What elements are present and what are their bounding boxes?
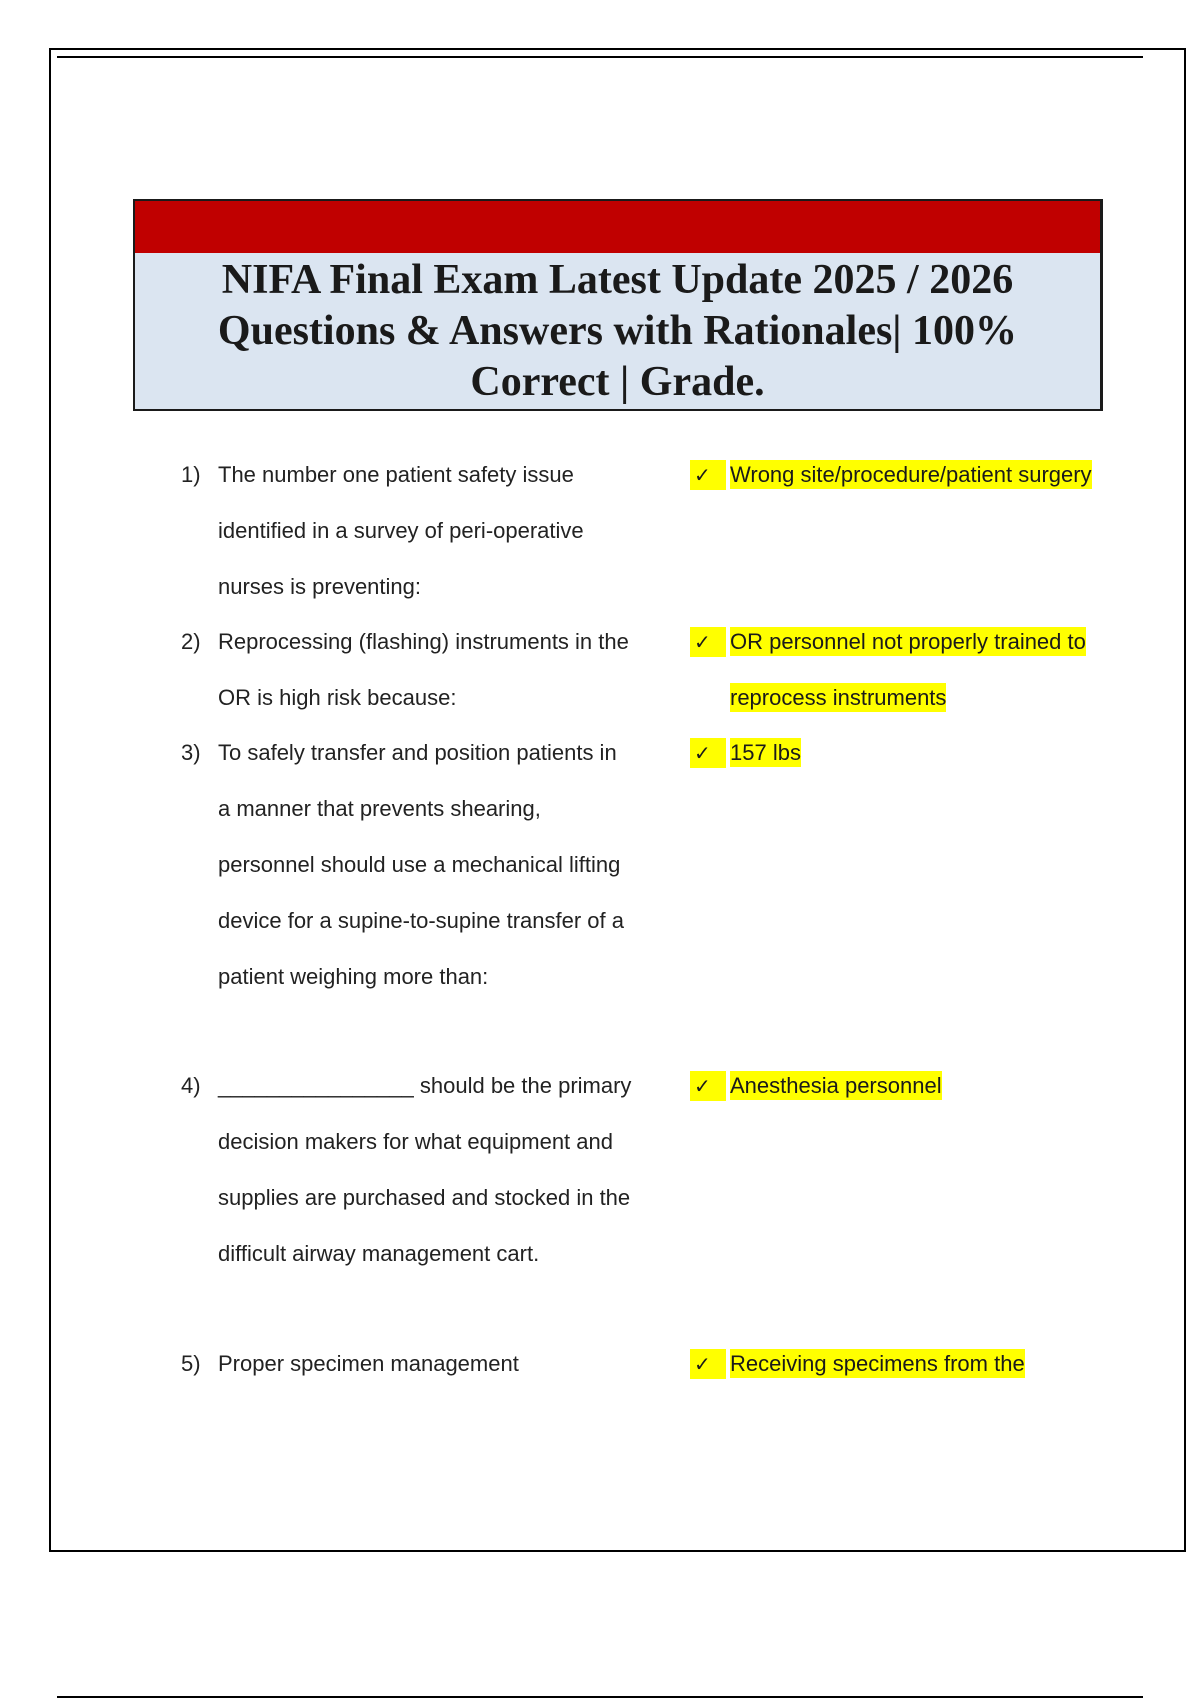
question-text: ________________ should be the primary decision makers for what equipment and supplies are purchased and stocked in the difficult airway management cart.	[218, 1073, 632, 1266]
question-number: 2)	[181, 629, 201, 654]
question-number: 1)	[181, 462, 201, 487]
checkmark-icon: ✓	[694, 463, 711, 487]
question-text: Proper specimen management	[218, 1351, 519, 1376]
document-title: NIFA Final Exam Latest Update 2025 / 2026 Questions & Answers with Rationales| 100% Correct | Grade.	[217, 256, 1018, 405]
question-number: 5)	[181, 1351, 201, 1376]
answer-highlight: 157 lbs	[730, 740, 801, 765]
footer-rule	[57, 1696, 1143, 1698]
answer-highlight: Receiving specimens from the	[730, 1351, 1025, 1376]
answer-highlight: Wrong site/procedure/patient surgery	[730, 462, 1092, 487]
answer-text	[730, 447, 1100, 503]
question-text: To safely transfer and position patients in a manner that prevents shearing, personnel should use a mechanical lifting device for a supine-to-supine transfer of a patient weighing more than:	[218, 740, 625, 989]
answer-text	[730, 725, 1100, 781]
question-text: Reprocessing (flashing) instruments in the OR is high risk because:	[218, 629, 629, 710]
question-number: 3)	[181, 740, 201, 765]
question-number: 4)	[181, 1073, 201, 1098]
checkmark-icon: ✓	[694, 741, 711, 765]
question-text: The number one patient safety issue identified in a survey of peri-operative nurses is preventing:	[218, 462, 584, 599]
checkmark-icon: ✓	[694, 630, 711, 654]
title-color-bar	[135, 201, 1100, 253]
header-rule	[57, 56, 1143, 58]
answer-text	[730, 614, 1090, 726]
answer-text	[730, 1336, 1100, 1392]
answer-text	[730, 1058, 1100, 1114]
checkmark-icon: ✓	[694, 1074, 711, 1098]
title-banner	[133, 199, 1103, 411]
answer-highlight: Anesthesia personnel	[730, 1073, 942, 1098]
answer-highlight: OR personnel not properly trained to reprocess instruments	[730, 629, 1086, 710]
checkmark-icon: ✓	[694, 1352, 711, 1376]
